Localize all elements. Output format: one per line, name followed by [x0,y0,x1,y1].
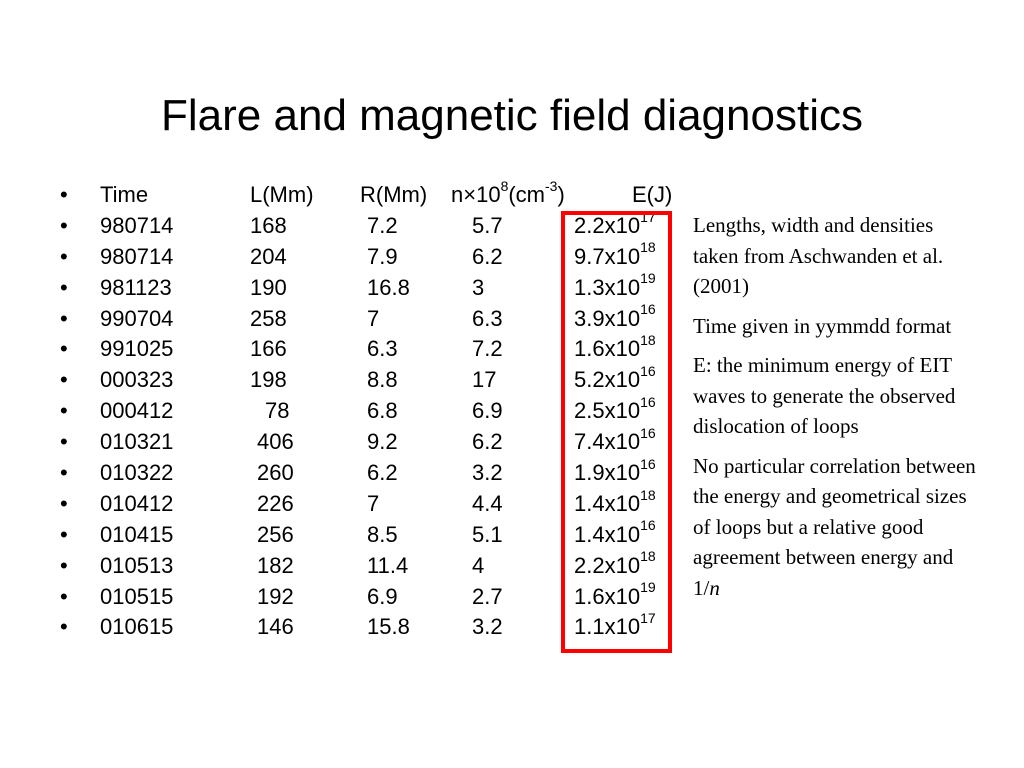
cell-time: 010322 [100,460,174,486]
cell-radius: 9.2 [367,429,398,455]
cell-energy: $1.9x10^{16}$ [574,455,656,486]
cell-energy: $1.6x10^{19}$ [574,579,656,609]
bullet: • [60,336,68,362]
cell-length: 190 [250,274,287,300]
cell-length: 226 [257,490,294,516]
cell-density: 5.7 [472,212,503,238]
cell-radius: 8.5 [367,521,398,547]
bullet: • [60,583,68,609]
cell-energy: $1.6x10^{18}$ [574,332,656,362]
note-time-format: Time given in yymmdd format [693,313,952,338]
cell-length: 204 [250,243,287,269]
cell-density: 6.2 [472,429,503,455]
cell-radius: 7.2 [367,212,398,238]
cell-time: 980714 [100,243,174,269]
cell-length: 256 [257,521,294,547]
cell-radius: 6.8 [367,398,398,424]
header-length: L(Mm) [250,182,314,207]
header-radius: R(Mm) [360,182,428,207]
cell-time: 991025 [100,336,174,362]
cell-time: 990704 [100,305,174,331]
cell-density: 3.2 [472,460,503,486]
energy-column-highlight [561,208,672,653]
cell-density: 2.7 [472,583,503,609]
note-energy-definition: E: the minimum energy of EIT waves to generate the observed dislocation of loops [693,353,956,438]
cell-density: 6.9 [472,398,503,424]
bullet: • [60,460,68,486]
cell-density: 5.1 [472,521,503,547]
cell-energy: $1.4x10^{18}$ [574,486,656,516]
notes-panel [693,210,983,612]
cell-energy: $9.7x10^{18}$ [574,239,656,269]
cell-radius: 8.8 [367,367,398,393]
cell-energy: $7.4x10^{16}$ [574,424,656,455]
cell-energy: $1.3x10^{19}$ [574,270,656,300]
cell-energy: $5.2x10^{16}$ [574,363,656,393]
cell-length: 258 [250,305,287,331]
cell-time: 010412 [100,490,174,516]
bullet: • [60,367,68,393]
cell-energy: $2.5x10^{16}$ [574,393,656,424]
cell-time: 981123 [100,274,172,300]
bullet: • [60,182,68,207]
cell-radius: 6.9 [367,583,398,609]
cell-radius: 15.8 [367,614,410,640]
cell-time: 010513 [100,552,174,578]
bullet: • [60,212,68,238]
cell-time: 010415 [100,521,174,547]
cell-time: 010515 [100,583,174,609]
cell-energy: $2.2x10^{17}$ [574,208,656,238]
note-sources: Lengths, width and densities taken from Aschwanden et al. (2001) [693,213,944,298]
cell-length: 198 [250,367,287,393]
cell-energy: $1.1x10^{17}$ [574,610,656,640]
cell-density: 7.2 [472,336,503,362]
slide-title: Flare and magnetic field diagnostics [161,91,863,140]
cell-radius: 7 [367,305,380,331]
cell-time: 010615 [100,614,174,640]
cell-length: 146 [257,614,294,640]
cell-radius: 11.4 [367,552,409,578]
cell-density: 4.4 [472,490,503,516]
bullet: • [60,614,68,640]
header-energy: E(J) [632,182,673,207]
cell-energy: $2.2x10^{18}$ [574,548,656,578]
bullet: • [60,429,68,455]
cell-length: 260 [257,460,294,486]
bullet: • [60,274,68,300]
cell-length: 78 [265,398,290,424]
cell-density: 4 [472,552,485,578]
header-time: Time [100,182,149,207]
cell-density: 17 [472,367,497,393]
cell-radius: 6.3 [367,336,398,362]
cell-length: 406 [257,429,294,455]
cell-density: 3 [472,274,485,300]
cell-density: 6.2 [472,243,503,269]
cell-length: 166 [250,336,287,362]
cell-length: 168 [250,212,287,238]
cell-time: 980714 [100,212,174,238]
cell-length: 192 [257,583,294,609]
cell-radius: 16.8 [367,274,410,300]
bullet: • [60,243,68,269]
cell-density: 3.2 [472,614,503,640]
cell-time: 000323 [100,367,174,393]
cell-radius: 6.2 [367,460,398,486]
bullet: • [60,305,68,331]
bullet: • [60,521,68,547]
cell-length: 182 [257,552,294,578]
note-correlation: No particular correlation between the energy and geometrical sizes of loops but a relative good agreement between energy and 1/n [693,453,976,600]
cell-energy: $3.9x10^{16}$ [574,301,656,331]
header-density: $n\times 10^8(cm^{-3})$ [451,177,565,207]
bullet: • [60,398,68,424]
cell-radius: 7.9 [367,243,398,269]
cell-time: 000412 [100,398,174,424]
bullet: • [60,552,68,578]
cell-energy: $1.4x10^{16}$ [574,517,656,547]
cell-radius: 7 [367,490,380,516]
bullet: • [60,490,68,516]
cell-density: 6.3 [472,305,503,331]
cell-time: 010321 [100,429,174,455]
